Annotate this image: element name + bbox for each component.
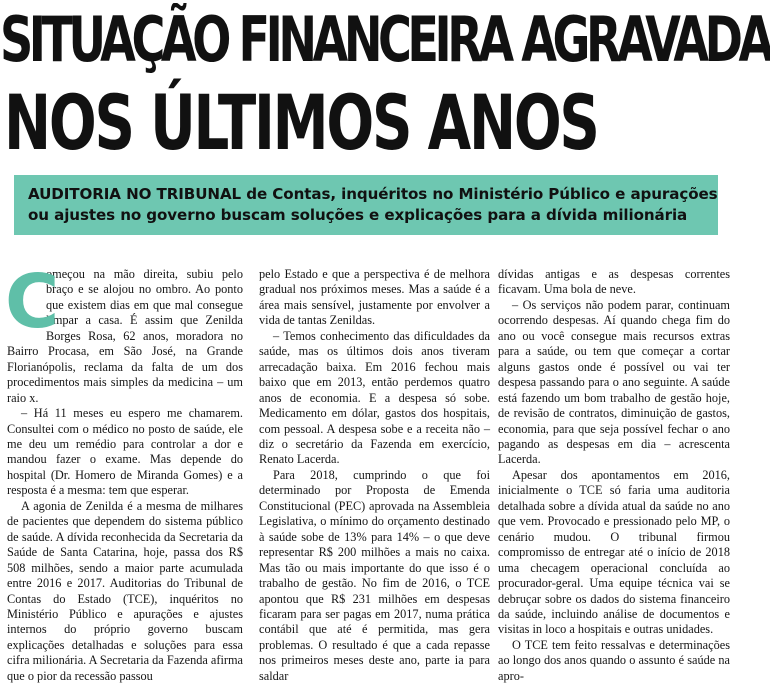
column-2	[259, 267, 490, 684]
headline-line-2: NOS ÚLTIMOS ANOS	[4, 78, 598, 167]
paragraph: dívidas antigas e as despesas correntes ficavam. Uma bola de neve.	[498, 267, 730, 297]
column-3	[498, 267, 730, 684]
article-body	[0, 259, 739, 683]
drop-cap	[5, 259, 60, 345]
paragraph: pelo Estado e que a perspectiva é de melhora gradual nos próximos meses. Mas a saúde é a área mais sensível, justamente por envolver a vida de tantas Zenildas.	[259, 267, 490, 328]
deck-box	[14, 175, 718, 235]
deck-line-2: ou ajustes no governo buscam soluções e explicações para a dívida milionária	[28, 206, 688, 224]
paragraph: Apesar dos apontamentos em 2016, inicialmente o TCE só faria uma auditoria detalhada sobre a dívida atual da saúde no ano que vem. Provocado e pressionado pelo MP, o cenário mudou. O tribunal firmou compromisso de entregar até o início de 2018 uma checagem operacional concluída ao procurador-geral. Uma equipe técnica vai se debruçar sobre os dados do sistema financeiro da saúde, incluindo análise de documentos e visitas in loco a hospitais e outras unidades.	[498, 467, 730, 637]
paragraph: – Os serviços não podem parar, continuam ocorrendo despesas. Aí quando chega fim do ano ou você consegue mais recursos extras para a saúde, ou tem que começar a cortar alguns gastos onde é possível ou vai ter despesa passando para o ano seguinte. A saúde está fazendo um bom trabalho de gestão hoje, de revisão de contratos, diminuição de gastos, economia, para que seja possível fechar o ano pagando as despesas em dia – acrescenta Lacerda.	[498, 297, 730, 467]
paragraph-text: omeçou na mão direita, subiu pelo braço e se alojou no ombro. Ao ponto que existem dias em que mal consegue limpar a casa. É assim que Zenilda Borges Rosa, 62 anos, moradora no Bairro Procasa, em São José, na Grande Florianópolis, reclama da falta de um dos procedimentos mais simples da medicina – um raio x.	[7, 267, 243, 405]
drop-cap-letter: C	[5, 259, 60, 345]
paragraph: Para 2018, cumprindo o que foi determinado por Proposta de Emenda Constitucional (PEC) aprovada na Assembleia Legislativa, o mínimo do orçamento destinado à saúde sobe de 13% para 14% – o que deve representar R$ 200 milhões a mais no caixa. Mas tão ou mais importante do que isso é o trabalho de gestão. No fim de 2016, o TCE apontou que R$ 231 milhões em despesas ficaram para ser pagas em 2017, numa prática contábil que até é permitida, mas gera problemas. O resultado é que a cada repasse nos primeiros meses deste ano, parte ia para saldar	[259, 467, 490, 683]
paragraph: O TCE tem feito ressalvas e determinações ao longo dos anos quando o assunto é saúde na apro-	[498, 637, 730, 683]
paragraph: – Temos conhecimento das dificuldades da saúde, mas os últimos dois anos tiveram arrecadação baixa. Em 2016 fechou mais baixo que em 2013, então perdemos quatro anos de economia. E a despesa só sobe. Medicamento em dólar, gastos dos hospitais, com pessoal. A despesa sobe e a receita não – diz o secretário da Fazenda em exercício, Renato Lacerda.	[259, 328, 490, 467]
column-1	[7, 260, 243, 684]
paragraph	[7, 260, 243, 406]
paragraph: A agonia de Zenilda é a mesma de milhares de pacientes que dependem do sistema público de saúde. A dívida reconhecida da Secretaria da Saúde de Santa Catarina, hoje, passa dos R$ 508 milhões, sendo a maior parte acumulada entre 2016 e 2017. Auditorias do Tribunal de Contas do Estado (TCE), inquéritos no Ministério Público e apurações e ajustes internos do próprio governo buscam explicações detalhadas e soluções para essa cifra milionária. A Secretaria da Fazenda afirma que o pior da recessão passou	[7, 498, 243, 683]
paragraph: – Há 11 meses eu espero me chamarem. Consultei com o médico no posto de saúde, ele me deu um remédio para controlar a dor e mandou fazer o exame. Mas depende do hospital (Dr. Homero de Miranda Gomes) e a resposta é a mesma: tem que esperar.	[7, 406, 243, 498]
deck-line-1: AUDITORIA NO TRIBUNAL de Contas, inquéritos no Ministério Público e apurações	[28, 185, 718, 203]
headline-line-1: SITUAÇÃO FINANCEIRA AGRAVADA	[0, 3, 770, 76]
deck-text	[28, 184, 718, 226]
